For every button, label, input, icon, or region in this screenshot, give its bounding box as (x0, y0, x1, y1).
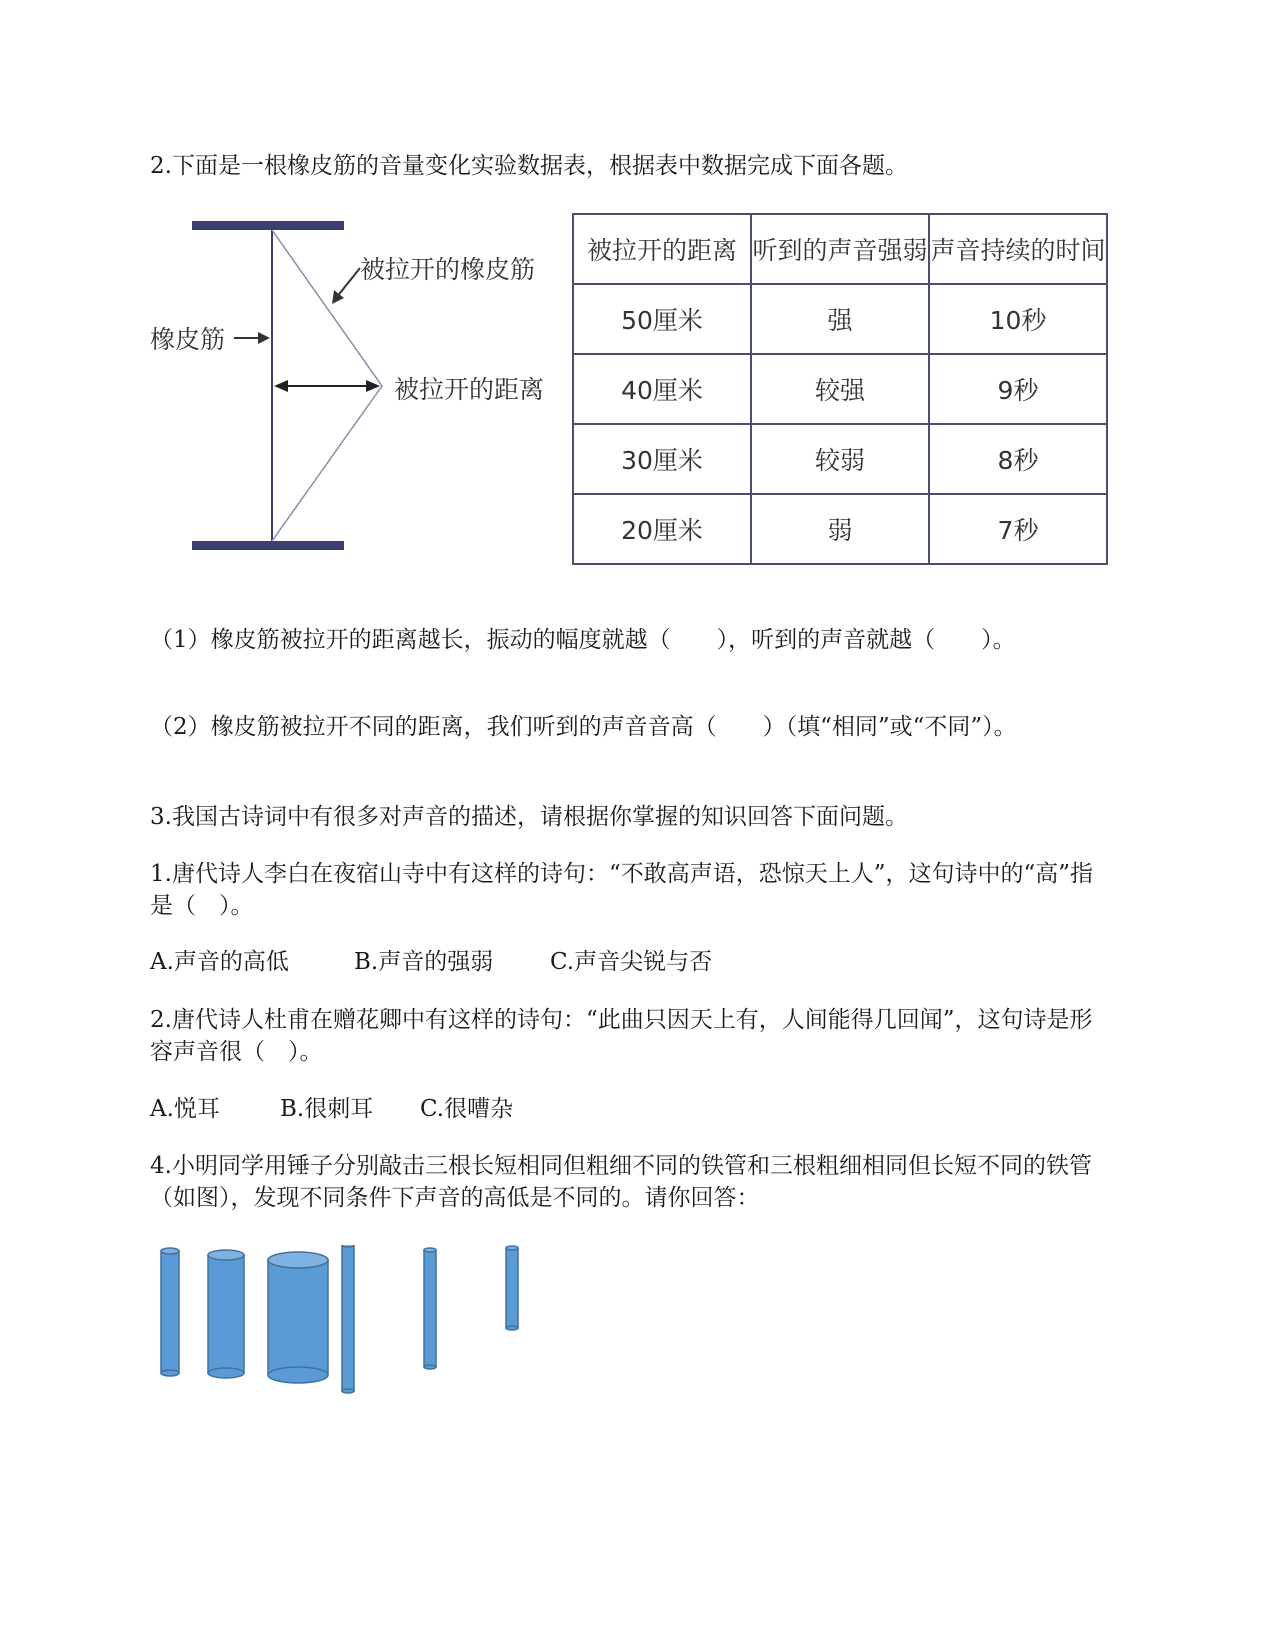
table-header-row (573, 214, 1107, 284)
option-a: A.声音的高低 (150, 949, 289, 975)
table-row (573, 284, 1107, 354)
table-row (573, 354, 1107, 424)
pipe-thick (268, 1252, 328, 1383)
option-b: B.很刺耳 (280, 1096, 374, 1122)
table-header-cell: 听到的声音强弱 (751, 214, 929, 284)
table-cell: 较强 (751, 354, 929, 424)
pipe-long (342, 1245, 354, 1393)
table-header-cell: 声音持续的时间 (929, 214, 1107, 284)
stretched-label-arrowhead (332, 290, 344, 304)
q2-sub2: （2）橡皮筋被拉开不同的距离，我们听到的声音音高（ ）（填“相同”或“不同”）。 (150, 714, 1017, 740)
iron-pipes-figure (150, 1245, 550, 1430)
table-cell: 强 (751, 284, 929, 354)
top-bar (192, 221, 344, 230)
pipe-medium-length (424, 1248, 436, 1369)
pipe-medium (208, 1250, 244, 1378)
option-b: B.声音的强弱 (354, 949, 494, 975)
table-cell: 20厘米 (573, 494, 751, 564)
data-table (572, 213, 1108, 565)
q3-sub1-options (150, 946, 712, 978)
table-cell: 弱 (751, 494, 929, 564)
option-a: A.悦耳 (150, 1096, 220, 1122)
table-cell: 8秒 (929, 424, 1107, 494)
q3-sub2: 2.唐代诗人杜甫在赠花卿中有这样的诗句：“此曲只因天上有，人间能得几回闻”，这句诗是形容声音很（ ）。 (150, 1007, 1093, 1065)
pipe-thin (161, 1248, 179, 1376)
label-stretched-band: 被拉开的橡皮筋 (360, 255, 536, 284)
rubber-band-figure (150, 210, 550, 560)
table-cell: 7秒 (929, 494, 1107, 564)
stretched-label-arrow (336, 268, 360, 298)
q3-sub1: 1.唐代诗人李白在夜宿山寺中有这样的诗句：“不敢高声语，恐惊天上人”，这句诗中的“高”指是（ ）。 (150, 861, 1093, 919)
distance-arrowhead-left (274, 380, 288, 392)
q2-sub1: （1）橡皮筋被拉开的距离越长，振动的幅度就越（ ），听到的声音就越（ ）。 (150, 627, 1016, 653)
bottom-bar (192, 541, 344, 550)
pipe-short (506, 1246, 518, 1330)
label-rubber-band: 橡皮筋 (150, 325, 226, 354)
table-row (573, 424, 1107, 494)
table-row (573, 494, 1107, 564)
rubber-label-arrowhead (258, 332, 270, 344)
q2-title: 2.下面是一根橡皮筋的音量变化实验数据表，根据表中数据完成下面各题。 (150, 153, 908, 179)
iron-pipes-diagram (150, 1245, 550, 1430)
option-c: C.很嘈杂 (420, 1096, 514, 1122)
table-cell: 9秒 (929, 354, 1107, 424)
table-cell: 30厘米 (573, 424, 751, 494)
label-stretched-distance: 被拉开的距离 (394, 375, 545, 404)
q3-sub2-options (150, 1093, 513, 1125)
table-cell: 10秒 (929, 284, 1107, 354)
q3-title: 3.我国古诗词中有很多对声音的描述，请根据你掌握的知识回答下面问题。 (150, 804, 908, 830)
table-header-cell: 被拉开的距离 (573, 214, 751, 284)
option-c: C.声音尖锐与否 (550, 949, 713, 975)
table-cell: 50厘米 (573, 284, 751, 354)
q4-title: 4.小明同学用锤子分别敲击三根长短相同但粗细不同的铁管和三根粗细相同但长短不同的铁管（如图），发现不同条件下声音的高低是不同的。请你回答： (150, 1153, 1092, 1211)
table-cell: 较弱 (751, 424, 929, 494)
distance-arrowhead-right (366, 380, 380, 392)
table-cell: 40厘米 (573, 354, 751, 424)
